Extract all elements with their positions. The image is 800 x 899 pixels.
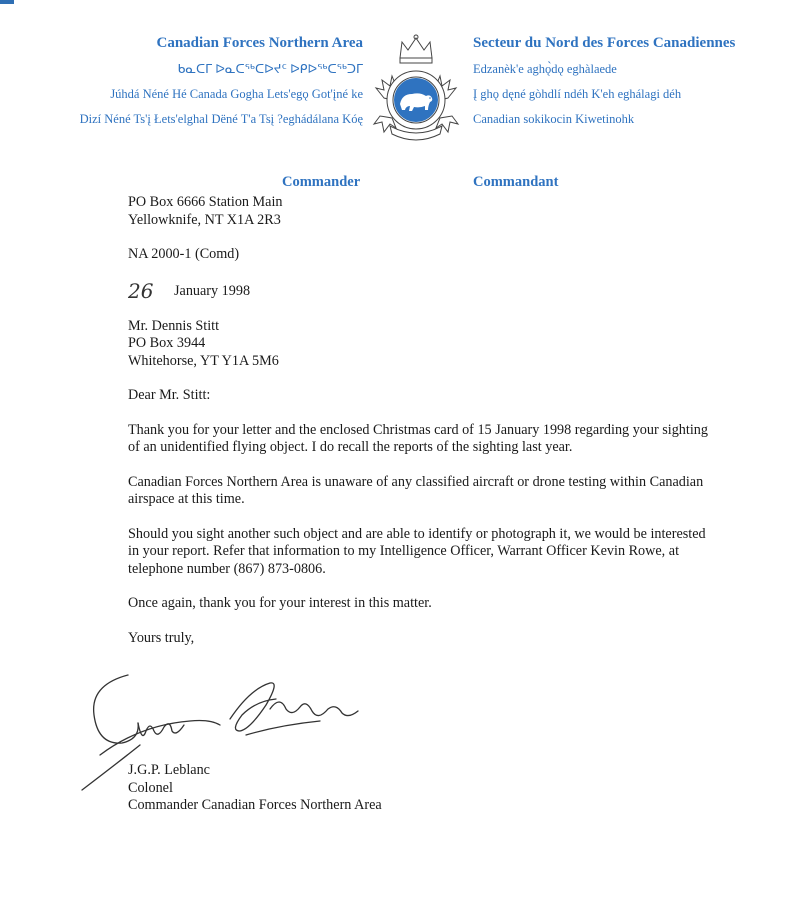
paragraph-classified-aircraft: Canadian Forces Northern Area is unaware of any classified aircraft or drone testing within Canadian airspace at this time. (128, 473, 704, 507)
letter-date (128, 278, 718, 303)
recipient-line: PO Box 3944 (128, 335, 206, 351)
signer-name: J.G.P. Leblanc (128, 762, 210, 778)
recipient-line: Whitehorse, YT Y1A 5M6 (128, 352, 279, 369)
letterhead-left-line-3: Dizí Néné Ts'į Łets'elghal Dëné T'a Tsį ?eghádálana Kóę (79, 112, 363, 126)
closing: Yours truly, (128, 629, 195, 646)
sender-address (128, 194, 718, 229)
file-reference-text: NA 2000-1 (Comd) (128, 246, 240, 262)
role-commandant: Commandant (473, 174, 559, 190)
letterhead-left (3, 34, 363, 136)
letterhead-left-line-2: Júhdá Néné Hé Canada Gogha Lets'egǫ Got'įné ke (110, 87, 363, 101)
signature-block (128, 762, 382, 815)
letterhead-right-line-2: Į ghǫ dęné gòhdlí ndéh K'eh eghálagi déh (473, 87, 682, 101)
letterhead-right-title: Secteur du Nord des Forces Canadiennes (473, 35, 736, 51)
signer-rank: Colonel (128, 779, 173, 796)
paragraph-report-request: Should you sight another such object and are able to identify or photograph it, we would be interested in your report. Refer that information to my Intelligence Officer, Warrant Officer Kevin Rowe, at telephone number (867) 873-0806. (128, 525, 706, 577)
file-reference (128, 246, 718, 264)
canadian-forces-crest-icon (370, 28, 462, 148)
salutation: Dear Mr. Stitt: (128, 387, 211, 403)
recipient-address (128, 318, 718, 371)
date-day-handwritten: 26 (128, 278, 154, 303)
paragraph-closing-thanks: Once again, thank you for your interest in this matter. (128, 595, 432, 611)
letter-body (128, 194, 718, 647)
letterhead-right-line-1: Edzanèk'e aghǫ̀dǫ eghàlaede (473, 62, 617, 76)
letterhead-right (473, 34, 793, 136)
recipient-line: Mr. Dennis Stitt (128, 317, 220, 334)
role-commander: Commander (282, 174, 361, 190)
signer-title: Commander Canadian Forces Northern Area (128, 797, 382, 813)
date-month-year: January 1998 (174, 283, 251, 299)
paragraph-thank-you: Thank you for your letter and the enclosed Christmas card of 15 January 1998 regarding your sighting of an unidentified flying object. I do recall the reports of the sighting last year. (128, 421, 708, 455)
letterhead-left-line-inuktitut: ᑲᓇᑕᒥ ᐅᓇᑕᖅᑕᐅᔪᑦ ᐅᑭᐅᖅᑕᖅᑐᒥ (177, 62, 363, 76)
sender-address-line: Yellowknife, NT X1A 2R3 (128, 211, 281, 228)
corner-mark (0, 0, 14, 4)
letterhead-right-line-3: Canadian sokikocin Kiwetinohk (473, 112, 635, 126)
letterhead-left-title: Canadian Forces Northern Area (156, 35, 363, 51)
sender-address-line: PO Box 6666 Station Main (128, 194, 283, 210)
